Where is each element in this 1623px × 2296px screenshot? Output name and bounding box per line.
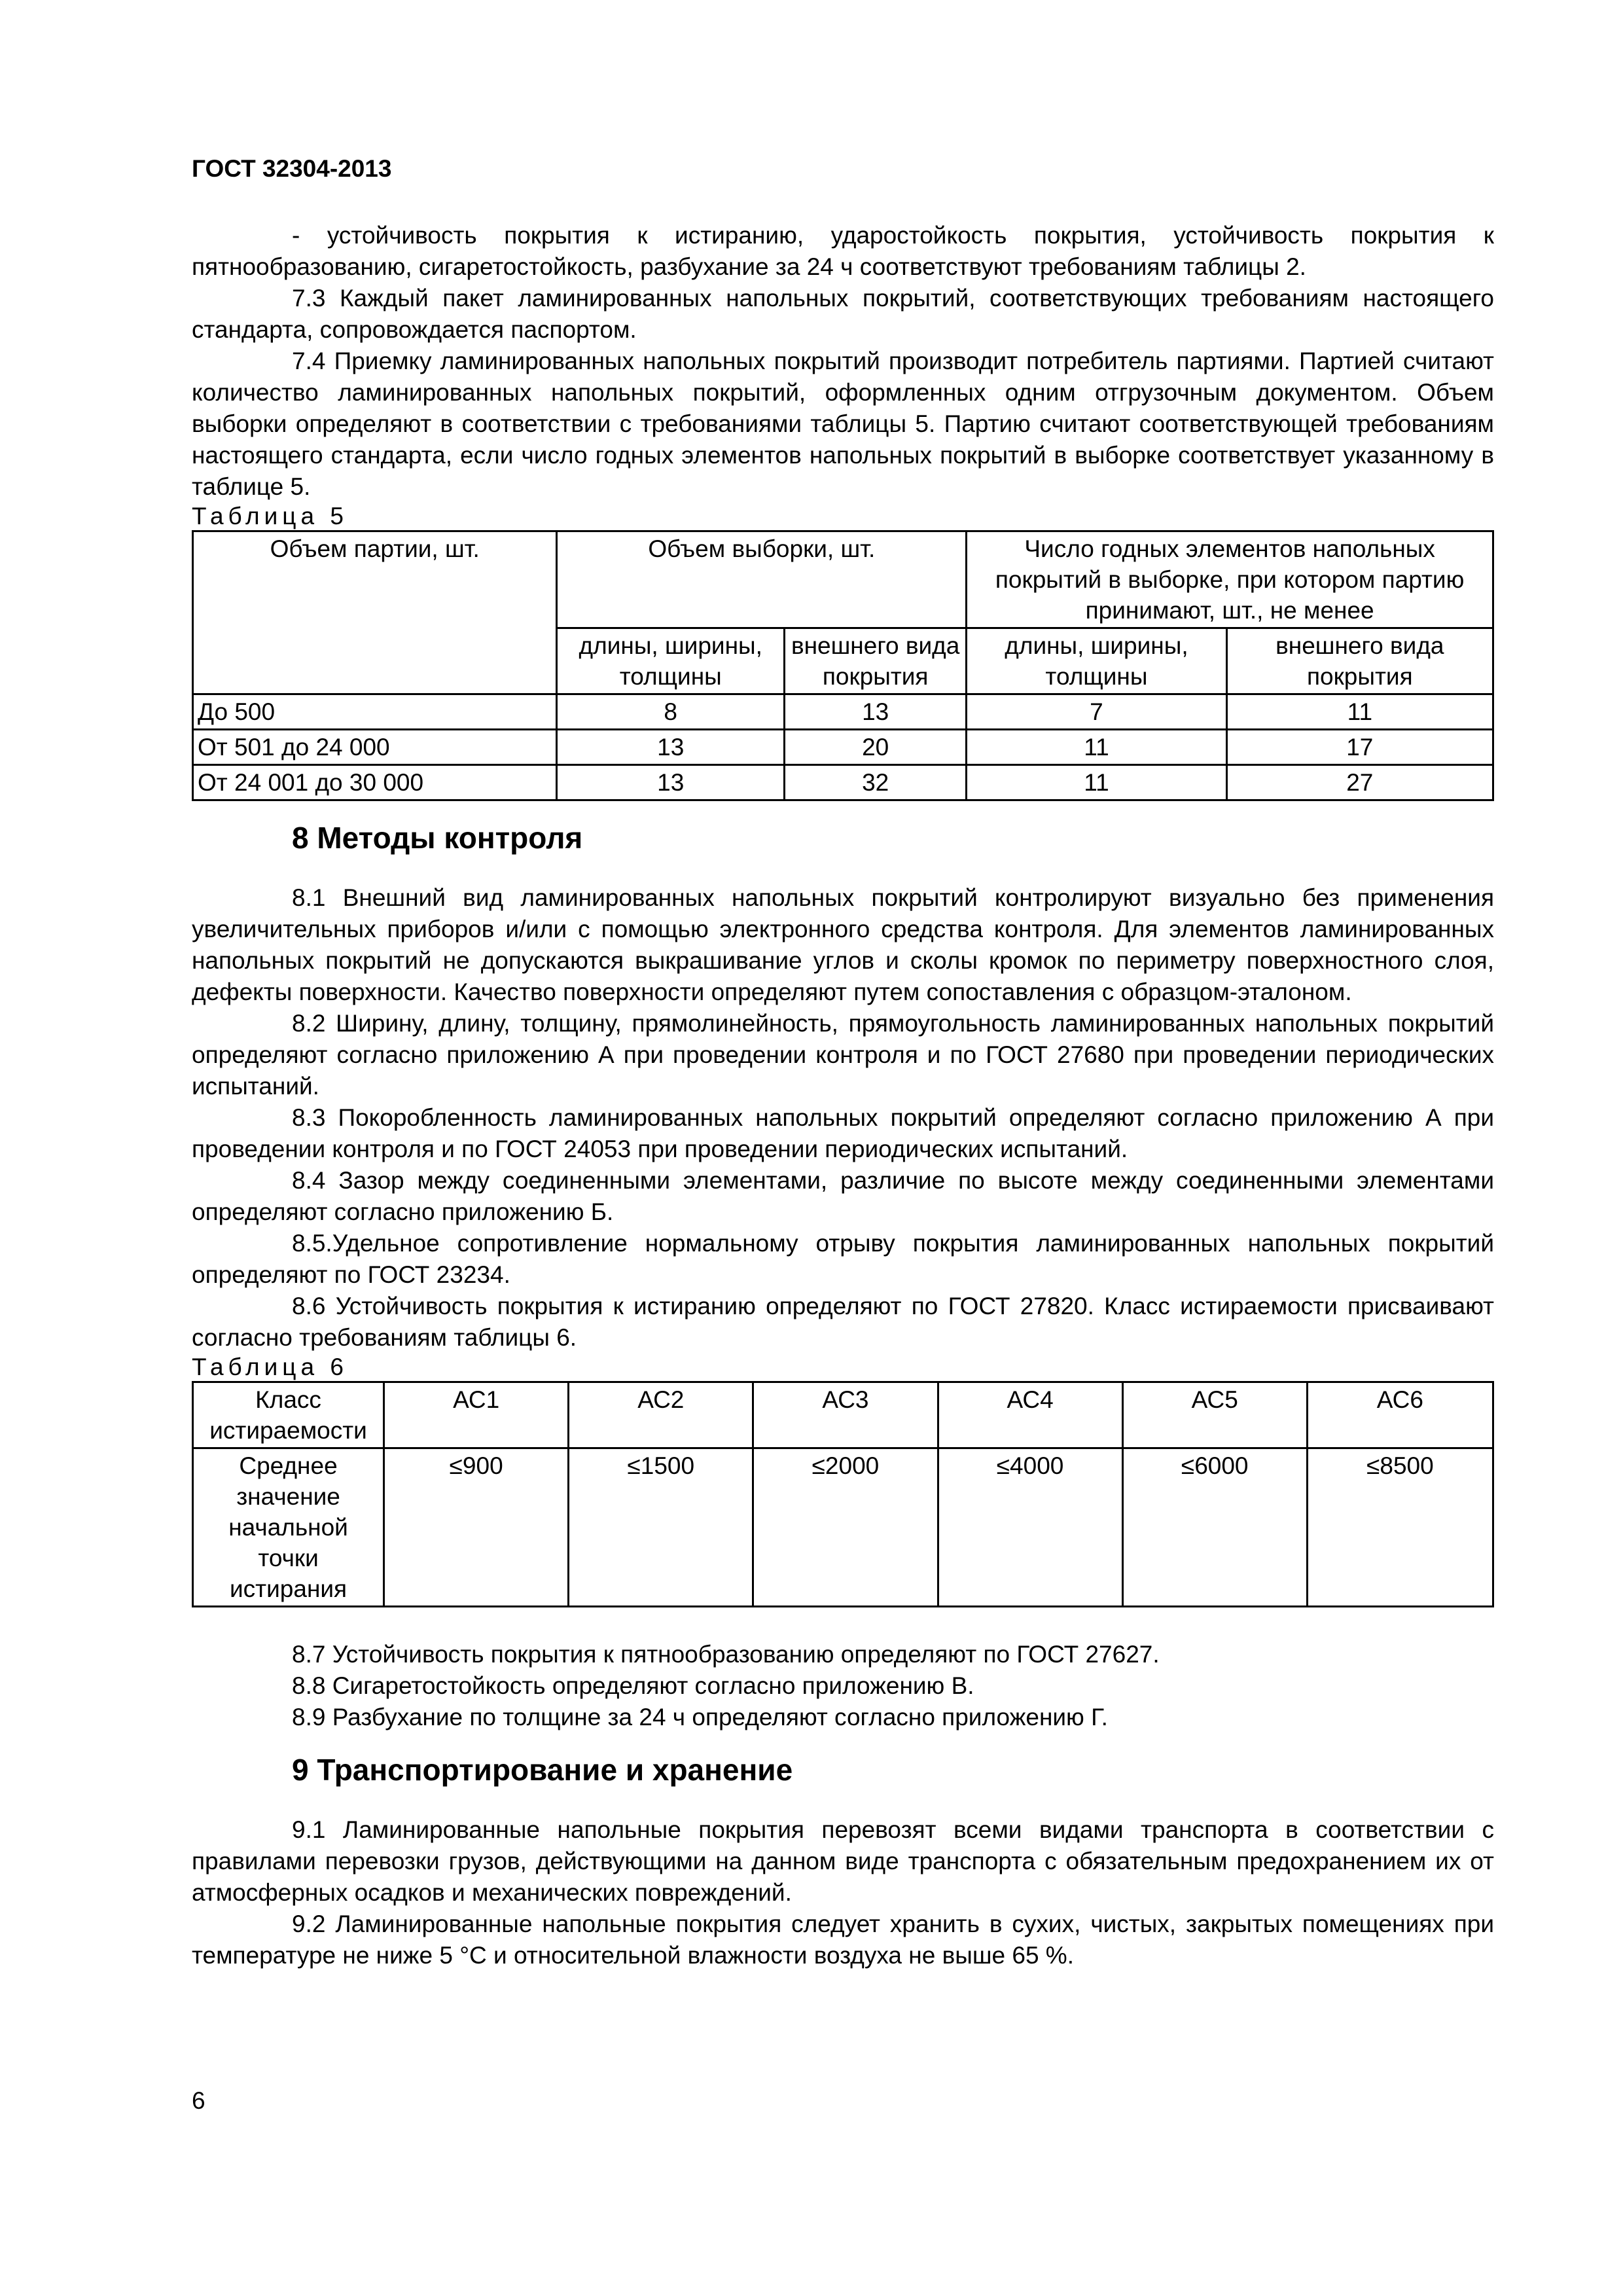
table-6 — [192, 1381, 1494, 1607]
table-cell: 17 — [1226, 730, 1493, 765]
table-cell: 7 — [967, 694, 1226, 730]
table-cell: ≤8500 — [1307, 1448, 1493, 1607]
t5-header-party: Объем партии, шт. — [193, 531, 557, 694]
page-number: 6 — [192, 2087, 205, 2114]
paragraph-8-6: 8.6 Устойчивость покрытия к истиранию определяют по ГОСТ 27820. Класс истираемости присваивают согласно требованиям таблицы 6. — [192, 1293, 1494, 1351]
t5-header-appearance-2: внешнего вида покрытия — [1226, 628, 1493, 694]
t5-header-appearance: внешнего вида покрытия — [785, 628, 967, 694]
table5-caption: Таблица 5 — [192, 503, 348, 529]
paragraph-8-9: 8.9 Разбухание по толщине за 24 ч определяют согласно приложению Г. — [292, 1704, 1108, 1731]
table-cell: 13 — [557, 765, 785, 800]
t5-header-sample: Объем выборки, шт. — [557, 531, 967, 628]
table-row — [193, 1382, 1493, 1448]
paragraph-8-5: 8.5.Удельное сопротивление нормальному отрыву покрытия ламинированных напольных покрытий определяют по ГОСТ 23234. — [192, 1230, 1494, 1288]
table-row — [193, 765, 1493, 800]
paragraph-7-3: 7.3 Каждый пакет ламинированных напольных покрытий, соответствующих требованиям настоящего стандарта, сопровождается паспортом. — [192, 285, 1494, 343]
table-cell: ≤6000 — [1122, 1448, 1307, 1607]
t5-header-dims-2: длины, ширины, толщины — [967, 628, 1226, 694]
document-header: ГОСТ 32304-2013 — [192, 155, 392, 182]
paragraph-9-1: 9.1 Ламинированные напольные покрытия перевозят всеми видами транспорта в соответствии с правилами перевозки грузов, действующими на данном виде транспорта с обязательным предохранением их от атмосферных осадков и механических повреждений. — [192, 1816, 1494, 1906]
table-cell: 11 — [967, 765, 1226, 800]
paragraph-7-4: 7.4 Приемку ламинированных напольных покрытий производит потребитель партиями. Партией считают количество ламинированных напольных покрытий, оформленных одним отгрузочным документом. Объем выборки определяют в соответствии с требованиями таблицы 5. Партию считают соответствующей требованиям настоящего стандарта, если число годных элементов напольных покрытий в выборке соответствует указанному в таблице 5. — [192, 348, 1494, 500]
t6-class-ac3: АС3 — [753, 1382, 938, 1448]
table-cell: От 501 до 24 000 — [193, 730, 557, 765]
table-cell: 8 — [557, 694, 785, 730]
t6-class-ac5: АС5 — [1122, 1382, 1307, 1448]
t6-class-ac4: АС4 — [938, 1382, 1122, 1448]
paragraph-8-2: 8.2 Ширину, длину, толщину, прямолинейность, прямоугольность ламинированных напольных покрытий определяют согласно приложению А при проведении контроля и по ГОСТ 27680 при проведении периодических испытаний. — [192, 1010, 1494, 1100]
section-8-title: 8 Методы контроля — [292, 821, 583, 855]
table-cell: 13 — [557, 730, 785, 765]
page-content — [192, 152, 1494, 1971]
table-cell: 13 — [785, 694, 967, 730]
paragraph-9-2: 9.2 Ламинированные напольные покрытия следует хранить в сухих, чистых, закрытых помещениях при температуре не ниже 5 °С и относительной влажности воздуха не выше 65 %. — [192, 1910, 1494, 1969]
table-cell: ≤900 — [384, 1448, 569, 1607]
table-cell: ≤1500 — [569, 1448, 753, 1607]
t6-class-ac6: АС6 — [1307, 1382, 1493, 1448]
table-cell: ≤2000 — [753, 1448, 938, 1607]
table-cell: От 24 001 до 30 000 — [193, 765, 557, 800]
table-row — [193, 1448, 1493, 1607]
table-cell: 11 — [967, 730, 1226, 765]
table-cell: 20 — [785, 730, 967, 765]
t6-header-class: Класс истираемости — [193, 1382, 384, 1448]
t5-header-good: Число годных элементов напольных покрытий в выборке, при котором партию принимают, шт., не менее — [967, 531, 1493, 628]
table-row — [193, 730, 1493, 765]
paragraph-8-3: 8.3 Покоробленность ламинированных напольных покрытий определяют согласно приложению А при проведении контроля и по ГОСТ 24053 при проведении периодических испытаний. — [192, 1104, 1494, 1162]
paragraph-8-4: 8.4 Зазор между соединенными элементами, различие по высоте между соединенными элементами определяют согласно приложению Б. — [192, 1167, 1494, 1225]
t6-class-ac1: АС1 — [384, 1382, 569, 1448]
paragraph-intro: - устойчивость покрытия к истиранию, ударостойкость покрытия, устойчивость покрытия к пятнообразованию, сигаретостойкость, разбухание за 24 ч соответствуют требованиям таблицы 2. — [192, 222, 1494, 280]
table-5 — [192, 530, 1494, 801]
table-row — [193, 694, 1493, 730]
table-cell: 32 — [785, 765, 967, 800]
paragraph-8-7: 8.7 Устойчивость покрытия к пятнообразованию определяют по ГОСТ 27627. — [292, 1641, 1160, 1668]
table-cell: До 500 — [193, 694, 557, 730]
paragraph-8-1: 8.1 Внешний вид ламинированных напольных покрытий контролируют визуально без применения увеличительных приборов и/или с помощью электронного средства контроля. Для элементов ламинированных напольных покрытий не допускаются выкрашивание углов и сколы кромок по периметру поверхностного слоя, дефекты поверхности. Качество поверхности определяют путем сопоставления с образцом-эталоном. — [192, 884, 1494, 1005]
t5-header-dims: длины, ширины, толщины — [557, 628, 785, 694]
t6-class-ac2: АС2 — [569, 1382, 753, 1448]
paragraph-8-8: 8.8 Сигаретостойкость определяют согласно приложению В. — [292, 1672, 974, 1699]
table6-caption: Таблица 6 — [192, 1354, 348, 1380]
t6-row-label: Среднее значение начальной точки истирания — [193, 1448, 384, 1607]
table-cell: 11 — [1226, 694, 1493, 730]
section-9-title: 9 Транспортирование и хранение — [292, 1753, 793, 1787]
table-cell: 27 — [1226, 765, 1493, 800]
table-cell: ≤4000 — [938, 1448, 1122, 1607]
